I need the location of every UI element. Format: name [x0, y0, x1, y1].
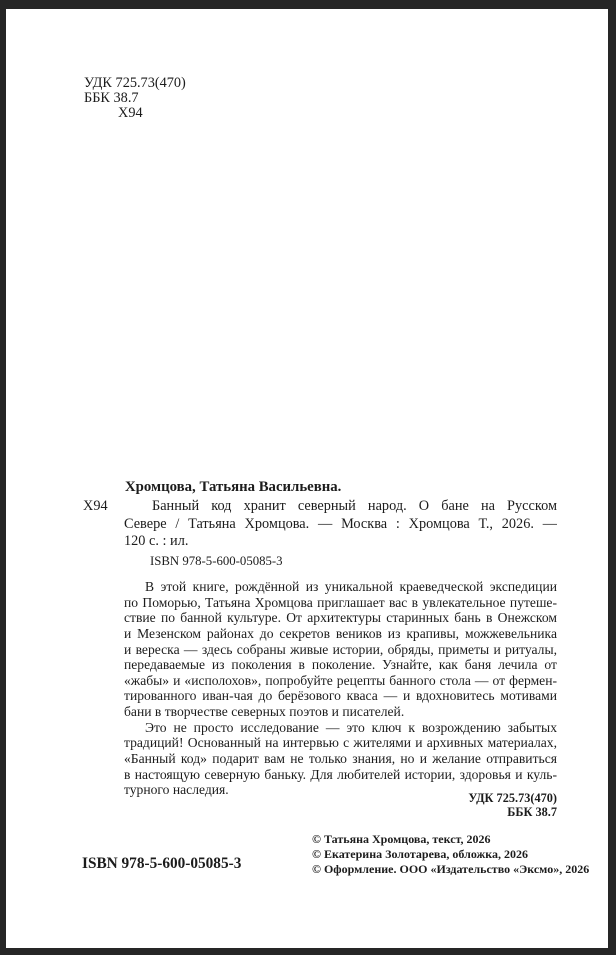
copyright-block: [312, 832, 589, 877]
bibliographic-line: Севере / Татьяна Хромцова. — Москва : Хромцова Т., 2026. —: [124, 515, 557, 532]
book-imprint-page: [6, 9, 608, 948]
annotation-line: Это не просто исследование — это ключ к возрождению забытых: [145, 719, 557, 735]
copyright-line: © Оформление. ООО «Издательство «Эксмо», 2026: [312, 862, 590, 876]
annotation-text: [124, 579, 557, 798]
annotation-line: бани в творчестве северных поэтов и писателей.: [124, 704, 405, 719]
annotation-line: В этой книге, рождённой из уникальной краеведческой экспедиции: [145, 579, 557, 594]
annotation-line: «Банный код» подарит вам не только знания, но и желание отправиться: [124, 750, 557, 766]
bbk-code: ББК 38.7: [84, 90, 139, 106]
bibliographic-line: 120 с. : ил.: [124, 533, 189, 550]
copyright-line: © Екатерина Золотарева, обложка, 2026: [312, 847, 528, 861]
author-sign: Х94: [118, 105, 143, 121]
annotation-line: «жабы» и «исполохов», попробуйте рецепты банного стола — от фермен-: [124, 672, 557, 688]
annotation-line: традиций! Основанный на интервью с жителями и архивных материалах,: [124, 735, 557, 751]
author-heading: Хромцова, Татьяна Васильевна.: [125, 479, 342, 495]
annotation-line: и вереска — здесь собраны живые истории, обряды, приметы и ритуалы,: [124, 641, 557, 657]
annotation-line: тированного иван-чая до берёзового кваса — и вдохновитесь мотивами: [124, 688, 557, 704]
annotation-line: по Поморью, Татьяна Хромцова приглашает вас в увлекательное путеше-: [124, 594, 557, 610]
margin-author-sign: Х94: [83, 498, 108, 514]
annotation-line: ствие по банной культуре. От архитектуры старинных бань в Онежском: [124, 610, 557, 626]
copyright-line: © Татьяна Хромцова, текст, 2026: [312, 832, 491, 846]
annotation-line: турного наследия.: [124, 782, 229, 798]
isbn-catalog: ISBN 978-5-600-05085-3: [150, 554, 283, 568]
footer-isbn: ISBN 978-5-600-05085-3: [82, 855, 242, 872]
annotation-line: и Мезенском районах до секретов веников из крапивы, можжевельника: [124, 625, 557, 641]
annotation-line: в настоящую северную баньку. Для любителей истории, здоровья и куль-: [124, 766, 557, 782]
top-codes-block: [84, 76, 186, 121]
udk-code-bottom: УДК 725.73(470): [468, 791, 557, 805]
bibliographic-description: [124, 498, 557, 551]
udk-code: УДК 725.73(470): [84, 75, 186, 91]
bibliographic-line: Банный код хранит северный народ. О бане на Русском: [152, 498, 557, 514]
bbk-code-bottom: ББК 38.7: [507, 804, 557, 819]
bottom-codes-block: [124, 792, 557, 819]
annotation-line: передаваемые из поколения в поколение. Узнайте, как баня лечила от: [124, 657, 557, 673]
